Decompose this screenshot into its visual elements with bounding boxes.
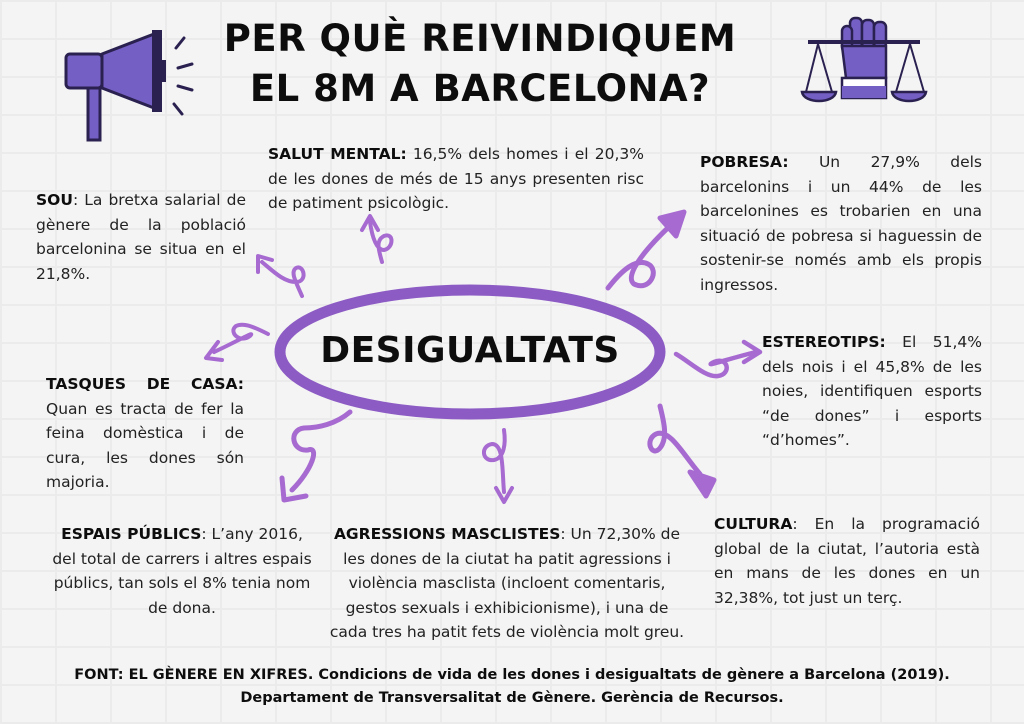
block-heading: POBRESA: [700, 153, 789, 171]
block-text: 16,5% dels homes i el 20,3% de les dones de més de 15 anys presenten risc de patiment psicològic. [268, 145, 644, 212]
block-text: Un 27,9% dels barcelonins i un 44% de les barcelonines es trobarien en una situació de pobresa si haguessin de sostenir-se només amb els propis ingressos. [700, 153, 982, 294]
fist-scales-icon [802, 18, 926, 101]
source-footer [20, 664, 1004, 710]
block-heading: ESPAIS PÚBLICS [61, 525, 202, 543]
block-text: : L’any 2016, del total de carrers i altres espais públics, tan sols el 8% tenia nom de dona. [52, 525, 312, 617]
block-heading: SOU [36, 191, 73, 209]
block-text: : Un 72,30% de les dones de la ciutat ha patit agressions i violència masclista (incloent comentaris, gestos sexuals i exhibicionisme), i una de cada tres ha patit fets de violència molt greu. [329, 525, 685, 641]
block-agressions-masclistes [326, 522, 688, 645]
arrow-to-tasques [206, 325, 268, 360]
block-heading: ESTEREOTIPS: [762, 333, 886, 351]
block-text: Quan es tracta de fer la feina domèstica i de cura, les dones són majoria. [46, 399, 244, 491]
footer-line-2: Departament de Transversalitat de Gènere. Gerència de Recursos. [240, 690, 784, 706]
block-pobresa [700, 150, 982, 297]
page-title [200, 14, 760, 114]
title-line-2: EL 8M A BARCELONA? [249, 67, 711, 110]
arrow-to-agressions [484, 430, 512, 502]
arrow-to-cultura [650, 406, 714, 496]
block-text: : La bretxa salarial de gènere de la població barcelonina se situa en el 21,8%. [36, 191, 246, 283]
title-line-1: PER QUÈ REIVINDIQUEM [223, 17, 737, 60]
block-sou [36, 188, 246, 286]
block-espais-publics [50, 522, 314, 620]
block-text: El 51,4% dels nois i el 45,8% de les noies, identifiquen esports “de dones” i esports “d’homes”. [762, 333, 982, 449]
block-text: : En la programació global de la ciutat, l’autoria està en mans de les dones en un 32,38%, tot just un terç. [714, 515, 980, 607]
arrow-to-sou [258, 256, 304, 296]
center-label: DESIGUALTATS [320, 330, 620, 371]
arrow-to-salut [362, 216, 392, 262]
block-tasques-de-casa [46, 372, 244, 495]
block-heading: SALUT MENTAL: [268, 145, 407, 163]
block-heading: TASQUES DE CASA: [46, 375, 244, 393]
block-estereotips [762, 330, 982, 453]
block-heading: CULTURA [714, 515, 793, 533]
block-salut-mental [268, 142, 644, 216]
block-cultura [714, 512, 980, 610]
arrow-to-espais [282, 412, 350, 500]
arrow-to-pobresa [608, 212, 684, 288]
footer-line-1: FONT: EL GÈNERE EN XIFRES. Condicions de vida de les dones i desigualtats de gènere a Barcelona (2019). [74, 667, 950, 683]
block-heading: AGRESSIONS MASCLISTES [333, 525, 561, 543]
arrow-to-estereotips [676, 342, 760, 376]
megaphone-icon [66, 30, 192, 140]
